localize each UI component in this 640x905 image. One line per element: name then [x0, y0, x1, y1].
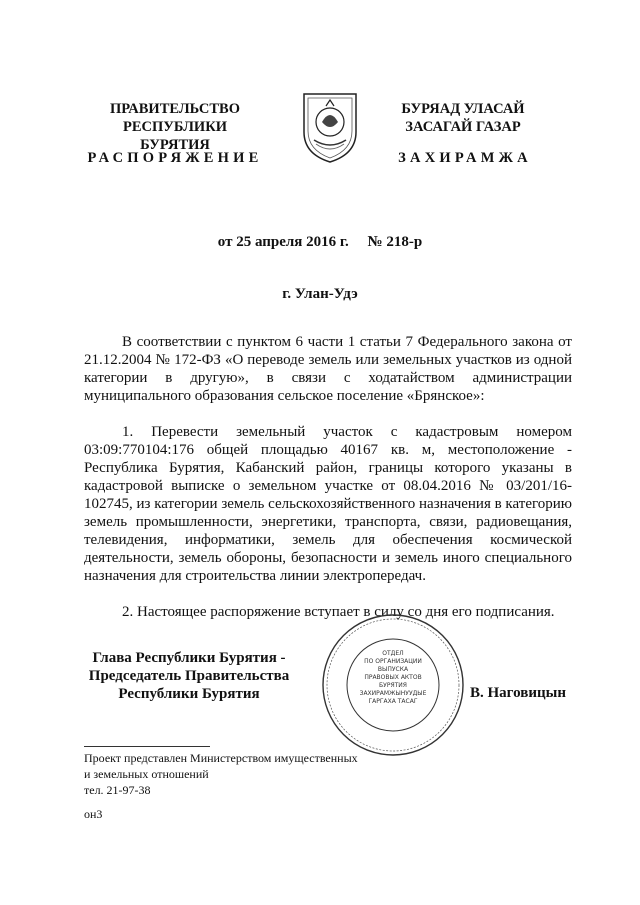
stamp-text	[353, 650, 433, 706]
item-1: 1. Перевести земельный участок с кадастровым номером 03:09:770104:176 общей площадью 40167 кв. м, местоположение - Республика Бурятия, Кабанский район, границы которого указаны в кадастровой выписке о земельном участке от 08.04.2016 № 03/201/16-102745, из категории земель сельскохозяйственного назначения в категорию земель промышленности, энергетики, транспорта, связи, радиовещания, телевидения, информатики, земель для обеспечения космической деятельности, земель обороны, безопасности и земель иного специального назначения для строительства линии электропередач.	[84, 424, 572, 584]
date-number: от 25 апреля 2016 г. № 218-р	[217, 234, 423, 250]
signature-title-line3: Республики Бурятия	[118, 686, 260, 702]
coat-of-arms-icon	[300, 88, 360, 164]
footer-line1: Проект представлен Министерством имущественных	[84, 751, 358, 765]
signature-title	[84, 649, 294, 703]
footer-note	[84, 750, 464, 798]
footer-divider	[84, 746, 210, 747]
stamp-line6: ЗАХИРАМЖЫНУУДЫЕ	[359, 690, 427, 697]
preamble: В соответствии с пунктом 6 части 1 статьи 7 Федерального закона от 21.12.2004 № 172-ФЗ «О переводе земель или земельных участков из одной категории в другую», в связи с ходатайством администрации муниципального образования сельское поселение «Брянское»:	[84, 334, 572, 404]
doc-type-bua: ЗАХИРАМЖА	[398, 150, 532, 166]
header-left	[95, 100, 255, 154]
header-right-line2: ЗАСАГАЙ ГАЗАР	[405, 119, 521, 135]
header-left-line1: ПРАВИТЕЛЬСТВО	[110, 101, 240, 117]
stamp-line2: ПО ОРГАНИЗАЦИИ	[364, 658, 422, 665]
footer-phone: тел. 21-97-38	[84, 783, 151, 797]
city: г. Улан-Удэ	[282, 286, 358, 302]
stamp-line5: БУРЯТИЯ	[379, 682, 407, 689]
header-right	[383, 100, 543, 136]
stamp-line4: ПРАВОВЫХ АКТОВ	[364, 674, 422, 681]
stamp-line7: ГАРГАХА ТАСАГ	[368, 698, 418, 705]
footer-code: он3	[84, 807, 103, 821]
stamp-line1: ОТДЕЛ	[382, 650, 404, 657]
item-2: 2. Настоящее распоряжение вступает в силу со дня его подписания.	[122, 604, 555, 620]
signature-title-line2: Председатель Правительства	[88, 668, 290, 684]
doc-type-ru: РАСПОРЯЖЕНИЕ	[87, 150, 263, 166]
header-left-line2: РЕСПУБЛИКИ БУРЯТИЯ	[122, 119, 228, 153]
document-body	[84, 333, 572, 621]
stamp-line3: ВЫПУСКА	[377, 666, 409, 673]
header-right-line1: БУРЯАД УЛАСАЙ	[401, 101, 525, 117]
official-stamp	[320, 612, 466, 758]
signer-name: В. Наговицын	[470, 685, 566, 701]
footer-line2: и земельных отношений	[84, 767, 209, 781]
signature-title-line1: Глава Республики Бурятия -	[92, 650, 286, 666]
